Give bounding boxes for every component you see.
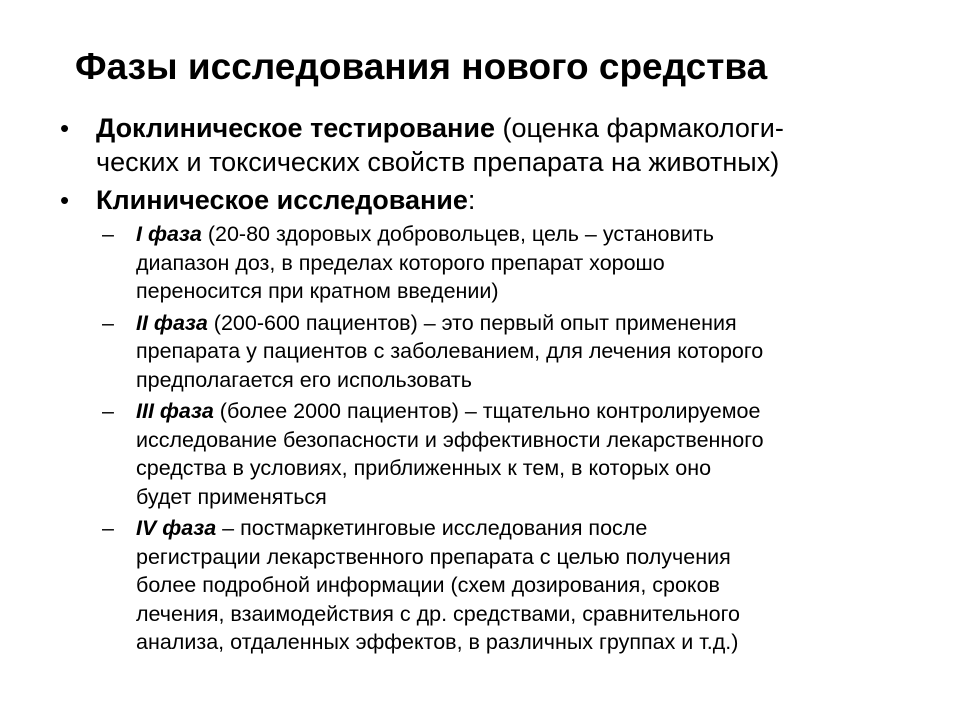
dash-marker: – [102, 516, 114, 540]
dash-marker: – [102, 310, 114, 335]
phase-item-3: – III фаза (более 2000 пациентов) – тщательно контролируемое исследование безопасности и эффективности лекарственного средства в условиях, приближенных к тем, в которых оно будет применяться [102, 399, 764, 509]
phase-label: III фаза [136, 399, 214, 423]
dash-marker: – [102, 399, 114, 423]
phase-label: IV фаза [136, 516, 217, 540]
phase-label: II фаза [136, 310, 208, 335]
bullet-marker: • [60, 185, 70, 215]
phase-list [102, 220, 926, 660]
bullet-heading: Доклиническое тестирование (оценка фармакологи- [96, 113, 784, 143]
phase-item-1: – I фаза (20-80 здоровых добровольцев, цель – установить диапазон доз, в пределах которого препарат хорошо переносится при кратном введении) [102, 222, 714, 303]
phase-item-2: – II фаза (200-600 пациентов) – это первый опыт применения препарата у пациентов с заболеванием, для лечения которого предполагается его использовать [102, 310, 764, 392]
bullet-text: ческих и токсических свойств препарата на животных) [96, 147, 780, 177]
dash-marker: – [102, 222, 114, 246]
bullet-preclinical [60, 111, 926, 179]
slide-title: Фазы исследования нового средства [75, 46, 768, 87]
phase-item-4: – IV фаза – постмаркетинговые исследования после регистрации лекарственного препарата с целью получения более подробной информации (схем дозирования, сроков лечения, взаимодействия с др. средствами, сравнительного анализа, отдаленных эффектов, в различных группах и т.д.) [102, 516, 740, 654]
bullet-heading: Клиническое исследование: [96, 185, 476, 215]
phase-label: I фаза [136, 222, 202, 246]
bullet-clinical [60, 183, 926, 217]
bullet-marker: • [60, 113, 70, 143]
